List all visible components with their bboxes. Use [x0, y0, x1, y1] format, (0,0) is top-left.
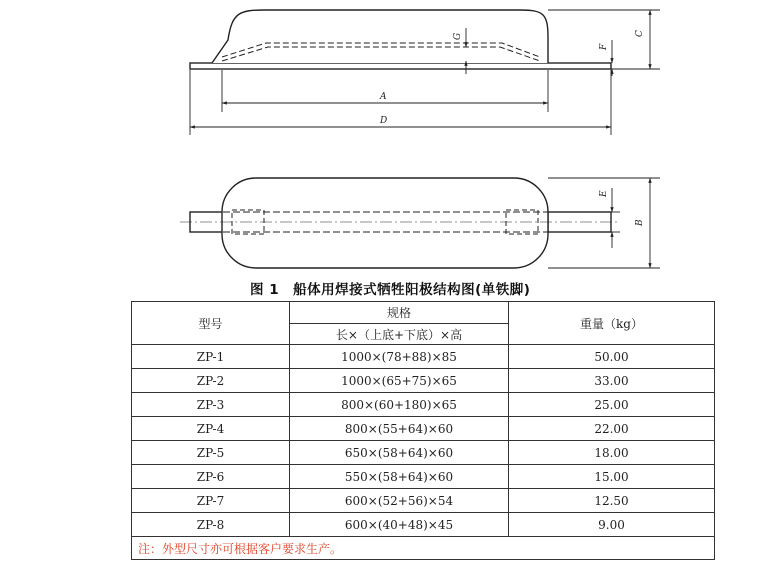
- dim-label-f: F: [599, 43, 609, 50]
- dim-label-e: E: [599, 190, 609, 197]
- cell-weight: 12.50: [509, 489, 715, 513]
- cell-spec: 650×(58+64)×60: [290, 441, 509, 465]
- side-view: [190, 10, 611, 69]
- table-note-row: [132, 537, 715, 560]
- cell-weight: 25.00: [509, 393, 715, 417]
- cell-model: ZP-3: [132, 393, 290, 417]
- header-spec-sub: 长×（上底+下底）×高: [290, 324, 509, 345]
- cell-spec: 550×(58+64)×60: [290, 465, 509, 489]
- cell-spec: 800×(60+180)×65: [290, 393, 509, 417]
- table-row: [132, 369, 715, 393]
- table-row: [132, 417, 715, 441]
- cell-model: ZP-2: [132, 369, 290, 393]
- cell-weight: 33.00: [509, 369, 715, 393]
- figure-number: 图 1: [250, 282, 280, 298]
- table-row: [132, 345, 715, 369]
- table-row: [132, 513, 715, 537]
- cell-spec: 800×(55+64)×60: [290, 417, 509, 441]
- cell-model: ZP-8: [132, 513, 290, 537]
- cell-model: ZP-6: [132, 465, 290, 489]
- dim-label-a: A: [380, 92, 387, 102]
- cell-weight: 15.00: [509, 465, 715, 489]
- header-weight: 重量（kg）: [509, 302, 715, 345]
- cell-model: ZP-5: [132, 441, 290, 465]
- cell-model: ZP-7: [132, 489, 290, 513]
- cell-weight: 50.00: [509, 345, 715, 369]
- figure-title: 船体用焊接式牺牲阳极结构图(单铁脚): [293, 282, 531, 298]
- table-note: 注：外型尺寸亦可根据客户要求生产。: [132, 537, 715, 560]
- cell-model: ZP-4: [132, 417, 290, 441]
- dim-label-g: G: [453, 32, 463, 40]
- dim-label-b: B: [635, 219, 645, 226]
- cell-spec: 600×(40+48)×45: [290, 513, 509, 537]
- table-row: [132, 441, 715, 465]
- table-row: [132, 393, 715, 417]
- cell-weight: 22.00: [509, 417, 715, 441]
- header-model: 型号: [132, 302, 290, 345]
- plan-view: [180, 178, 620, 268]
- cell-spec: 1000×(65+75)×65: [290, 369, 509, 393]
- table-row: [132, 465, 715, 489]
- dim-label-c: C: [635, 30, 645, 37]
- cell-model: ZP-1: [132, 345, 290, 369]
- anode-spec-table: [131, 301, 715, 560]
- cell-spec: 600×(52+56)×54: [290, 489, 509, 513]
- table-header-row: [132, 302, 715, 324]
- cell-weight: 18.00: [509, 441, 715, 465]
- cell-weight: 9.00: [509, 513, 715, 537]
- table-row: [132, 489, 715, 513]
- figure-caption: [250, 278, 610, 298]
- cell-spec: 1000×(78+88)×85: [290, 345, 509, 369]
- header-spec: 规格: [290, 302, 509, 324]
- dim-label-d: D: [380, 116, 388, 126]
